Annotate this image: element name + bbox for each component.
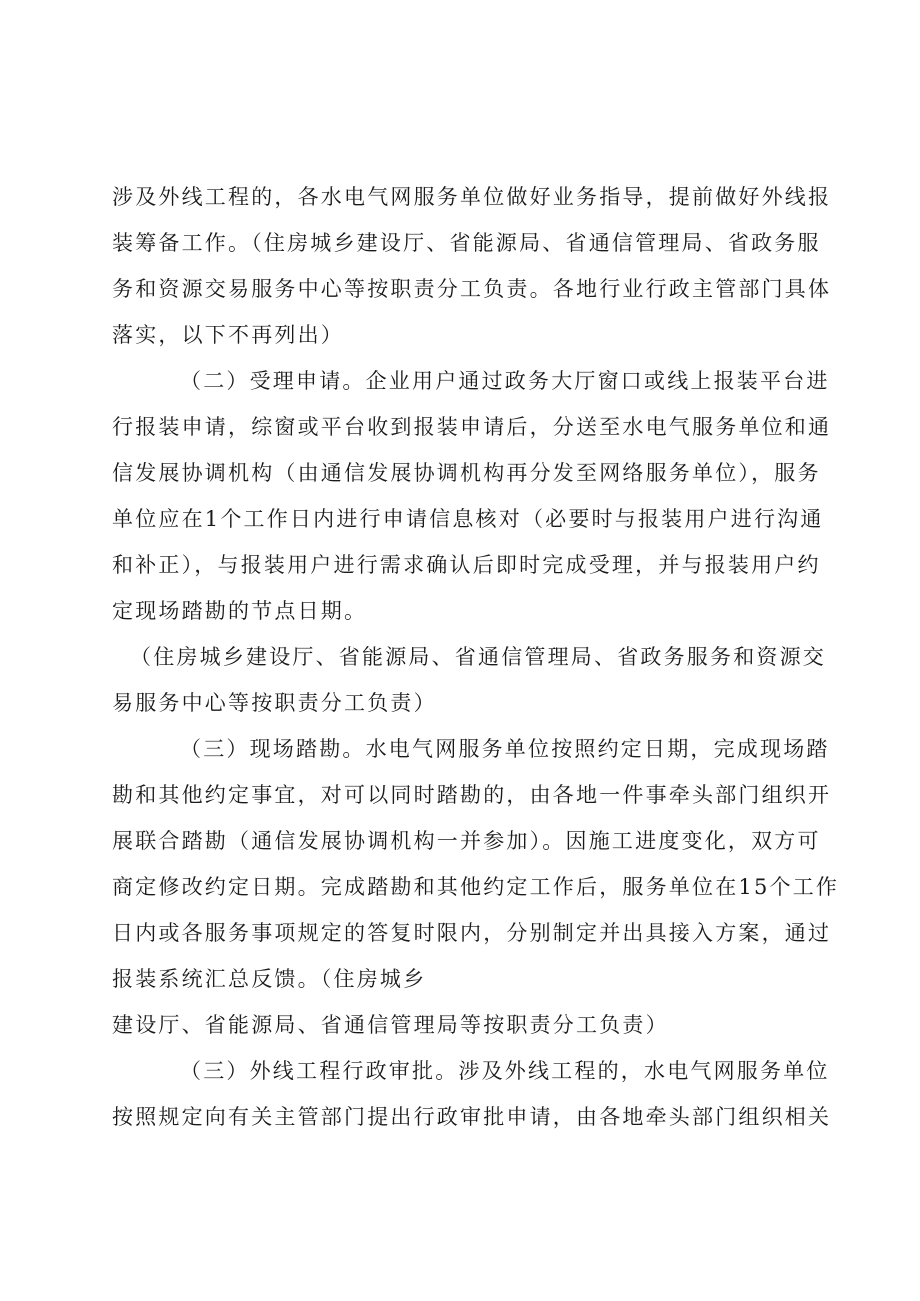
paragraph-line: 涉及外线工程的，各水电气网服务单位做好业务指导，提前做好外线报	[112, 185, 832, 209]
paragraph-line: 单位应在1个工作日内进行申请信息核对（必要时与报装用户进行沟通	[112, 507, 824, 531]
paragraph-line: 信发展协调机构（由通信发展协调机构再分发至网络服务单位），服务	[112, 461, 821, 485]
paragraph-line: 落实，以下不再列出）	[112, 323, 344, 347]
responsibility-note-line: 易服务中心等按职责分工负责）	[112, 691, 437, 715]
paragraph-line: 按照规定向有关主管部门提出行政审批申请，由各地牵头部门组织相关	[112, 1105, 832, 1129]
paragraph-line: 定现场踏勘的节点日期。	[112, 599, 368, 623]
section-heading-line: （二）受理申请。企业用户通过政务大厅窗口或线上报装平台进	[180, 369, 830, 393]
paragraph-line: 务和资源交易服务中心等按职责分工负责。各地行业行政主管部门具体	[112, 277, 832, 301]
paragraph-line: 和补正），与报装用户进行需求确认后即时完成受理，并与报装用户约	[112, 553, 821, 577]
paragraph-line: 勘和其他约定事宜，对可以同时踏勘的，由各地一件事牵头部门组织开	[112, 783, 832, 807]
responsibility-note-line: 建设厅、省能源局、省通信管理局等按职责分工负责）	[112, 1013, 669, 1037]
section-heading-line: （三）外线工程行政审批。涉及外线工程的，水电气网服务单位	[180, 1059, 830, 1083]
paragraph-line: 装筹备工作。（住房城乡建设厅、省能源局、省通信管理局、省政务服	[112, 231, 821, 255]
paragraph-line: 展联合踏勘（通信发展协调机构一并参加）。因施工进度变化，双方可	[112, 829, 821, 853]
responsibility-note-line: （住房城乡建设厅、省能源局、省通信管理局、省政务服务和资源交	[130, 645, 826, 669]
paragraph-line: 商定修改约定日期。完成踏勘和其他约定工作后，服务单位在15个工作	[112, 875, 840, 899]
paragraph-line: 日内或各服务事项规定的答复时限内，分别制定并出具接入方案，通过	[112, 921, 832, 945]
paragraph-line: 报装系统汇总反馈。（住房城乡	[112, 967, 427, 991]
section-heading-line: （三）现场踏勘。水电气网服务单位按照约定日期，完成现场踏	[180, 737, 830, 761]
paragraph-line: 行报装申请，综窗或平台收到报装申请后，分送至水电气服务单位和通	[112, 415, 832, 439]
